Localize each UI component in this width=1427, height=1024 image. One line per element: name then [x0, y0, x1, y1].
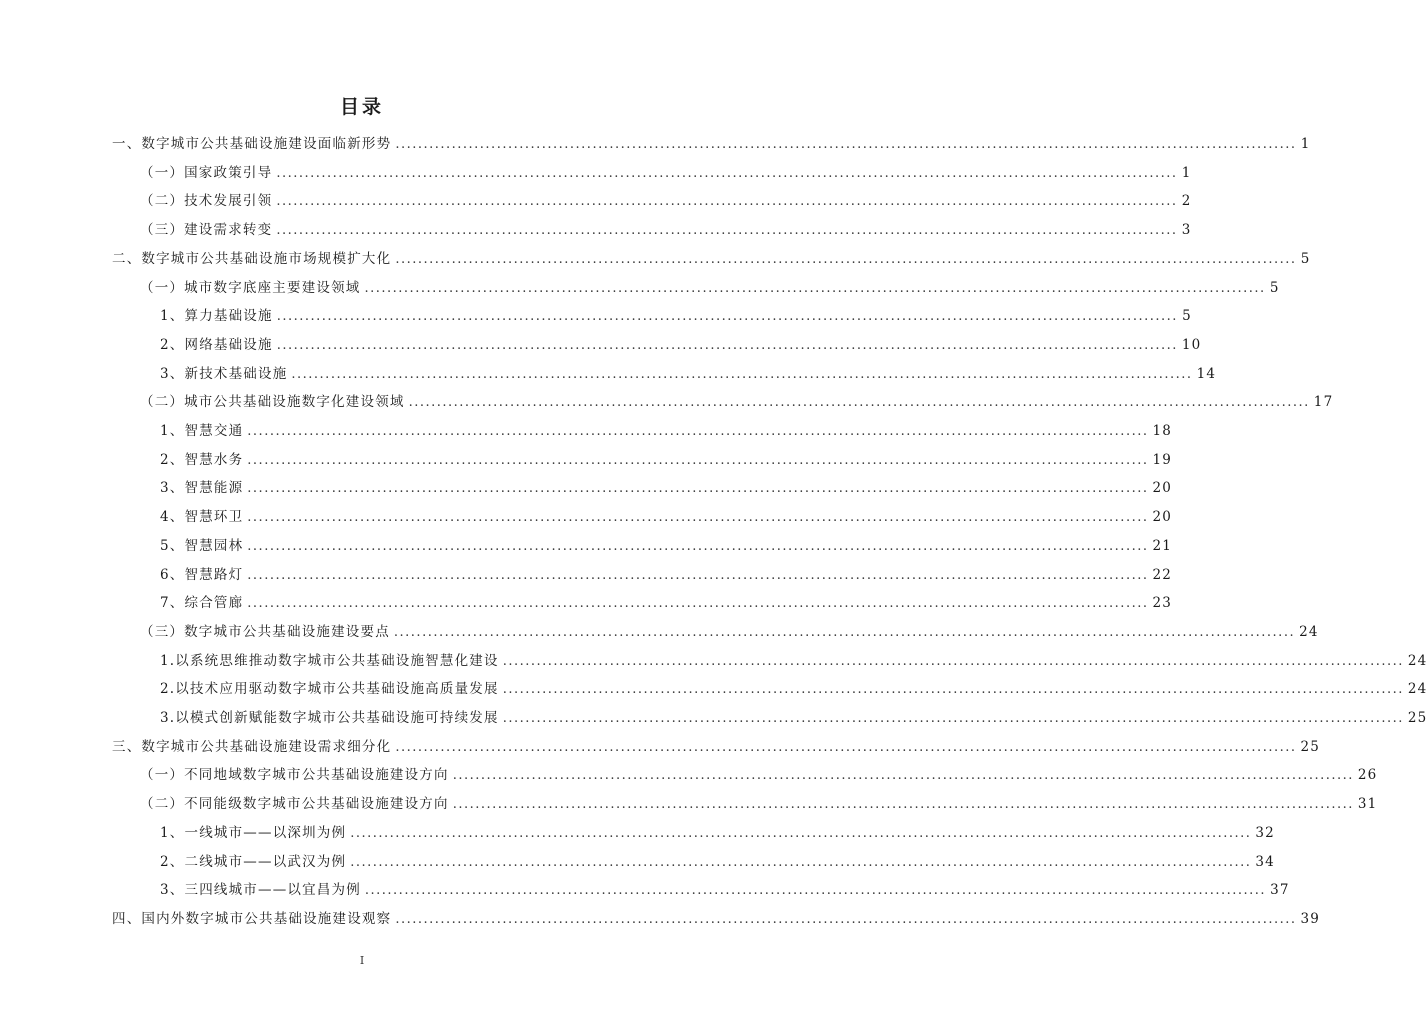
toc-entry-page-number: 5	[1182, 308, 1192, 325]
toc-entry-page-number: 1	[1300, 136, 1311, 152]
toc-leader-dots: ................................................................................................................................................................	[247, 596, 1149, 612]
toc-entry-page-number: 25	[1407, 710, 1427, 726]
toc-title: 目录	[339, 96, 384, 118]
toc-entry-page-number: 34	[1255, 853, 1275, 870]
toc-entry-title: 1.以系统思维推动数字城市公共基础设施智慧化建设	[160, 652, 499, 669]
toc-entry-title: 2、网络基础设施	[160, 336, 273, 353]
toc-leader-dots: ................................................................................................................................................................	[350, 825, 1252, 841]
toc-entry-page-number: 21	[1152, 537, 1173, 554]
toc-leader-dots: ................................................................................................................................................................	[395, 251, 1297, 267]
toc-entry[interactable]	[140, 390, 1334, 411]
toc-entry-title: 2.以技术应用驱动数字城市公共基础设施高质量发展	[160, 681, 499, 698]
toc-leader-dots: ................................................................................................................................................................	[247, 452, 1149, 468]
toc-leader-dots: ................................................................................................................................................................	[395, 137, 1297, 152]
toc-leader-dots: ................................................................................................................................................................	[408, 395, 1310, 411]
toc-entry-page-number: 3	[1181, 222, 1192, 239]
toc-leader-dots: ................................................................................................................................................................	[247, 538, 1149, 554]
toc-leader-dots: ................................................................................................................................................................	[247, 567, 1149, 583]
toc-entry-title: 3、智慧能源	[160, 480, 244, 497]
toc-entry-page-number: 1	[1181, 164, 1192, 181]
toc-entry-page-number: 24	[1407, 681, 1427, 698]
toc-entry[interactable]	[160, 476, 1173, 497]
toc-leader-dots: ................................................................................................................................................................	[247, 424, 1149, 439]
toc-leader-dots: ................................................................................................................................................................	[276, 309, 1178, 325]
toc-entry-title: 2、智慧水务	[160, 451, 244, 468]
toc-entry[interactable]	[160, 333, 1202, 353]
toc-entry[interactable]	[160, 591, 1173, 612]
toc-leader-dots: ................................................................................................................................................................	[276, 337, 1178, 353]
toc-entry-title: 三、数字城市公共基础设施建设需求细分化	[112, 738, 392, 755]
toc-entry-page-number: 19	[1152, 451, 1173, 468]
toc-entry-title: 4、智慧环卫	[160, 509, 244, 526]
toc-entry-title: （一）不同地域数字城市公共基础设施建设方向	[140, 767, 449, 784]
toc-entry-title: （二）城市公共基础设施数字化建设领域	[140, 394, 405, 411]
toc-entry[interactable]	[160, 677, 1427, 698]
toc-entry-page-number: 24	[1299, 623, 1319, 640]
toc-leader-dots: ................................................................................................................................................................	[247, 481, 1149, 497]
toc-leader-dots: ................................................................................................................................................................	[276, 165, 1178, 181]
toc-entry[interactable]	[112, 907, 1321, 927]
toc-entry[interactable]	[140, 189, 1192, 210]
toc-entry-page-number: 20	[1152, 509, 1173, 526]
toc-entry-title: （三）建设需求转变	[140, 222, 273, 239]
toc-leader-dots: ................................................................................................................................................................	[393, 624, 1296, 640]
page-number-footer: I	[359, 954, 365, 967]
toc-entry[interactable]	[140, 276, 1280, 296]
toc-entry[interactable]	[160, 850, 1275, 870]
toc-entry-page-number: 20	[1152, 480, 1173, 497]
toc-leader-dots: ................................................................................................................................................................	[276, 194, 1178, 210]
toc-entry-title: 3、三四线城市——以宜昌为例	[160, 882, 361, 899]
toc-entry-page-number: 10	[1181, 336, 1202, 353]
toc-entry-title: （一）城市数字底座主要建设领域	[140, 279, 361, 296]
toc-entry-title: 1、智慧交通	[160, 423, 244, 439]
toc-entry-title: （一）国家政策引导	[140, 164, 273, 181]
toc-entry-title: 2、二线城市——以武汉为例	[160, 853, 347, 870]
toc-entry-page-number: 39	[1300, 910, 1321, 927]
toc-entry[interactable]	[160, 448, 1173, 468]
toc-leader-dots: ................................................................................................................................................................	[502, 653, 1404, 669]
toc-entry[interactable]	[160, 649, 1427, 669]
toc-entry-title: （二）技术发展引领	[140, 193, 273, 210]
toc-entry-title: 1、一线城市——以深圳为例	[160, 824, 347, 841]
toc-entry-page-number: 24	[1407, 652, 1427, 669]
toc-entry-title: 7、综合管廊	[160, 595, 244, 612]
toc-entry-page-number: 18	[1152, 423, 1173, 439]
toc-entry[interactable]	[160, 534, 1173, 554]
toc-leader-dots: ................................................................................................................................................................	[502, 711, 1404, 726]
toc-entry[interactable]	[160, 304, 1192, 325]
toc-leader-dots: ................................................................................................................................................................	[364, 280, 1266, 296]
toc-entry-page-number: 14	[1196, 365, 1217, 382]
toc-entry-page-number: 37	[1270, 882, 1290, 899]
toc-entry-title: 6、智慧路灯	[160, 566, 244, 583]
toc-leader-dots: ................................................................................................................................................................	[364, 883, 1267, 899]
toc-entry[interactable]	[160, 362, 1217, 382]
toc-leader-dots: ................................................................................................................................................................	[395, 739, 1297, 755]
toc-entry-title: 二、数字城市公共基础设施市场规模扩大化	[112, 250, 392, 267]
toc-entry-title: （二）不同能级数字城市公共基础设施建设方向	[140, 796, 449, 813]
toc-entry[interactable]	[140, 218, 1192, 239]
toc-leader-dots: ................................................................................................................................................................	[291, 366, 1193, 382]
toc-entry[interactable]	[140, 161, 1192, 181]
toc-entry-title: 3.以模式创新赋能数字城市公共基础设施可持续发展	[160, 710, 499, 726]
toc-entry[interactable]	[160, 419, 1173, 439]
toc-entry[interactable]	[160, 878, 1290, 899]
toc-entry[interactable]	[112, 735, 1321, 755]
toc-entry[interactable]	[140, 792, 1378, 813]
toc-entry[interactable]	[140, 620, 1319, 640]
toc-leader-dots: ................................................................................................................................................................	[247, 510, 1149, 526]
toc-entry-title: 一、数字城市公共基础设施建设面临新形势	[112, 136, 392, 152]
toc-entry-page-number: 23	[1152, 595, 1173, 612]
toc-entry-title: 3、新技术基础设施	[160, 365, 288, 382]
toc-entry[interactable]	[160, 821, 1275, 841]
toc-entry-page-number: 26	[1357, 767, 1378, 784]
toc-leader-dots: ................................................................................................................................................................	[395, 911, 1297, 927]
toc-entry[interactable]	[160, 706, 1427, 726]
toc-entry-page-number: 25	[1300, 738, 1321, 755]
toc-leader-dots: ................................................................................................................................................................	[502, 682, 1404, 698]
toc-entry[interactable]	[112, 132, 1311, 152]
toc-entry-page-number: 31	[1357, 796, 1378, 813]
toc-entry[interactable]	[140, 763, 1378, 784]
toc-leader-dots: ................................................................................................................................................................	[276, 223, 1178, 239]
toc-entry-page-number: 32	[1255, 824, 1275, 841]
toc-entry-page-number: 22	[1152, 566, 1173, 583]
toc-entry[interactable]	[160, 563, 1173, 583]
toc-entry-title: 四、国内外数字城市公共基础设施建设观察	[112, 910, 392, 927]
toc-entry-title: （三）数字城市公共基础设施建设要点	[140, 623, 390, 640]
toc-entry-page-number: 5	[1269, 279, 1280, 296]
toc-entry-title: 5、智慧园林	[160, 537, 244, 554]
toc-entry-title: 1、算力基础设施	[160, 308, 273, 325]
toc-entry[interactable]	[160, 505, 1173, 526]
toc-leader-dots: ................................................................................................................................................................	[452, 797, 1354, 813]
toc-leader-dots: ................................................................................................................................................................	[452, 768, 1354, 784]
toc-entry-page-number: 17	[1313, 394, 1334, 411]
toc-entry-page-number: 5	[1300, 250, 1311, 267]
toc-leader-dots: ................................................................................................................................................................	[350, 854, 1252, 870]
toc-entry[interactable]	[112, 247, 1311, 267]
toc-entry-page-number: 2	[1181, 193, 1192, 210]
